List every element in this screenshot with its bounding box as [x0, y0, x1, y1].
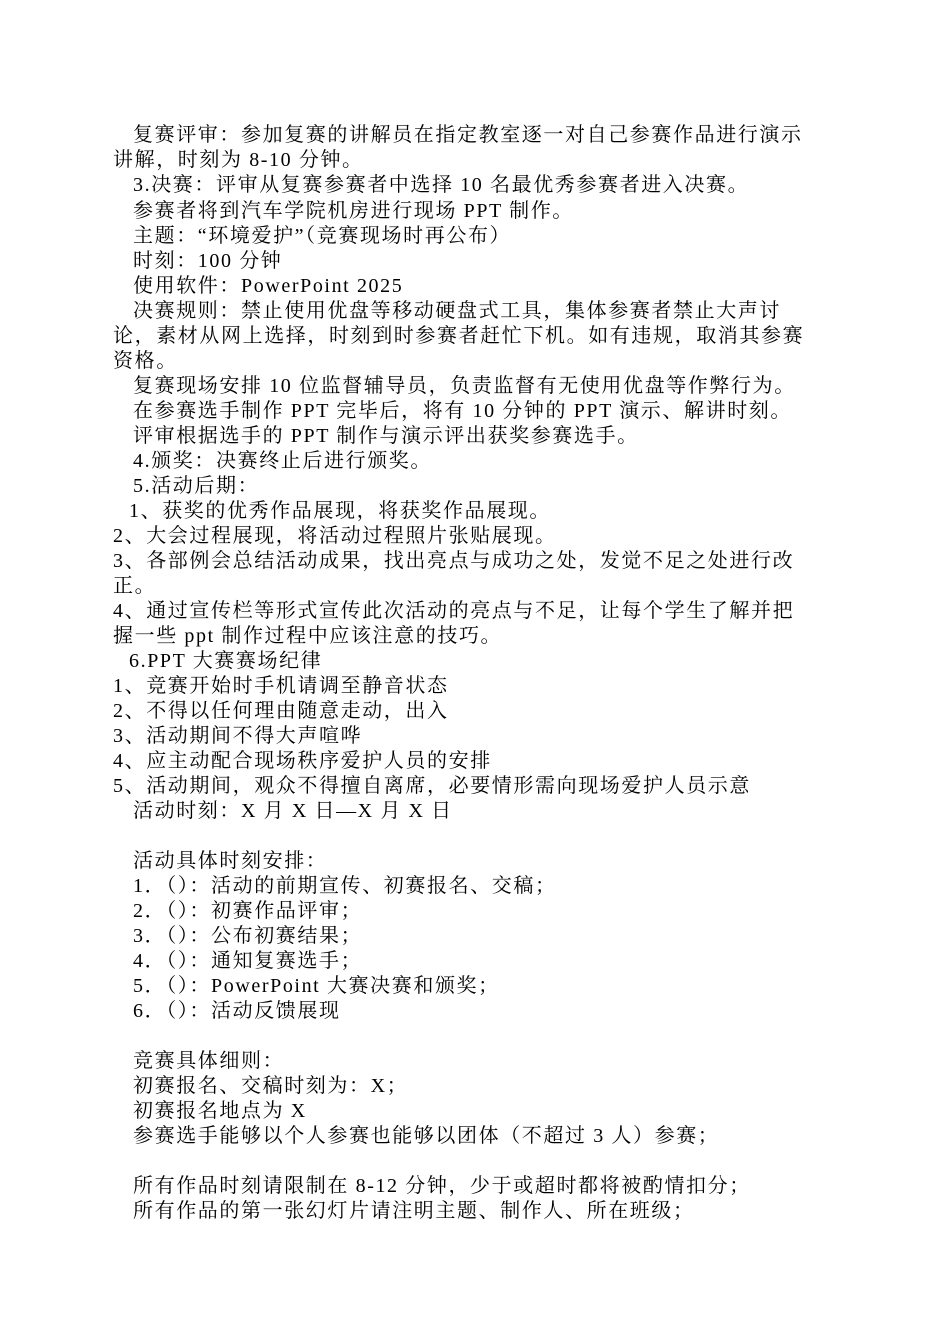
- text-line: 4、应主动配合现场秩序爱护人员的安排: [113, 750, 492, 772]
- text-line: 所有作品时刻请限制在 8-12 分钟，少于或超时都将被酌情扣分；: [133, 1175, 751, 1197]
- text-line: 3、活动期间不得大声喧哗: [113, 725, 363, 747]
- text-line: 5.活动后期：: [133, 475, 260, 497]
- text-line: 3、各部例会总结活动成果，找出亮点与成功之处，发觉不足之处进行改: [113, 550, 795, 572]
- text-line: 1、竞赛开始时手机请调至静音状态: [113, 675, 449, 697]
- text-line: 1、获奖的优秀作品展现，将获奖作品展现。: [129, 500, 551, 522]
- text-line: 4、通过宣传栏等形式宣传此次活动的亮点与不足，让每个学生了解并把: [113, 600, 795, 622]
- text-line: 初赛报名地点为 X: [133, 1100, 307, 1122]
- text-line: 3．（）：公布初赛结果；: [133, 925, 363, 947]
- text-line: 所有作品的第一张幻灯片请注明主题、制作人、所在班级；: [133, 1200, 695, 1222]
- text-line: 资格。: [113, 350, 178, 372]
- text-line: 在参赛选手制作 PPT 完毕后，将有 10 分钟的 PPT 演示、解讲时刻。: [133, 400, 793, 422]
- text-line: 活动具体时刻安排：: [133, 850, 328, 872]
- text-line: 参赛选手能够以个人参赛也能够以团体（不超过 3 人）参赛；: [133, 1125, 720, 1147]
- text-line: 复赛评审：参加复赛的讲解员在指定教室逐一对自己参赛作品进行演示: [133, 124, 803, 146]
- text-line: 4．（）：通知复赛选手；: [133, 950, 363, 972]
- text-line: 2、不得以任何理由随意走动，出入: [113, 700, 449, 722]
- text-line: 2．（）：初赛作品评审；: [133, 900, 363, 922]
- text-line: 论，素材从网上选择，时刻到时参赛者赶忙下机。如有违规，取消其参赛: [113, 325, 805, 347]
- text-line: 6．（）：活动反馈展现: [133, 1000, 341, 1022]
- text-line: 使用软件：PowerPoint 2025: [133, 275, 404, 297]
- text-line: 3.决赛：评审从复赛参赛者中选择 10 名最优秀参赛者进入决赛。: [133, 174, 750, 196]
- text-line: 活动时刻：X 月 X 日—X 月 X 日: [133, 800, 453, 822]
- text-line: 1．（）：活动的前期宣传、初赛报名、交稿；: [133, 875, 557, 897]
- text-line: 竞赛具体细则：: [133, 1050, 285, 1072]
- text-line: 评审根据选手的 PPT 制作与演示评出获奖参赛选手。: [133, 425, 639, 447]
- text-line: 6.PPT 大赛赛场纪律: [129, 650, 323, 672]
- text-line: 主题：“环境爱护”（竞赛现场时再公布）: [133, 225, 512, 247]
- text-line: 正。: [113, 575, 157, 597]
- text-line: 初赛报名、交稿时刻为：X；: [133, 1075, 409, 1097]
- text-line: 讲解，时刻为 8-10 分钟。: [113, 149, 364, 171]
- text-line: 握一些 ppt 制作过程中应该注意的技巧。: [113, 625, 503, 647]
- text-line: 4.颁奖：决赛终止后进行颁奖。: [133, 450, 432, 472]
- text-line: 决赛规则：禁止使用优盘等移动硬盘式工具，集体参赛者禁止大声讨: [133, 300, 781, 322]
- text-line: 5．（）：PowerPoint 大赛决赛和颁奖；: [133, 975, 500, 997]
- text-line: 2、大会过程展现，将活动过程照片张贴展现。: [113, 525, 557, 547]
- text-line: 参赛者将到汽车学院机房进行现场 PPT 制作。: [133, 200, 574, 222]
- text-line: 复赛现场安排 10 位监督辅导员，负责监督有无使用优盘等作弊行为。: [133, 375, 796, 397]
- text-line: 5、活动期间，观众不得擅自离席，必要情形需向现场爱护人员示意: [113, 775, 751, 797]
- text-line: 时刻：100 分钟: [133, 250, 283, 272]
